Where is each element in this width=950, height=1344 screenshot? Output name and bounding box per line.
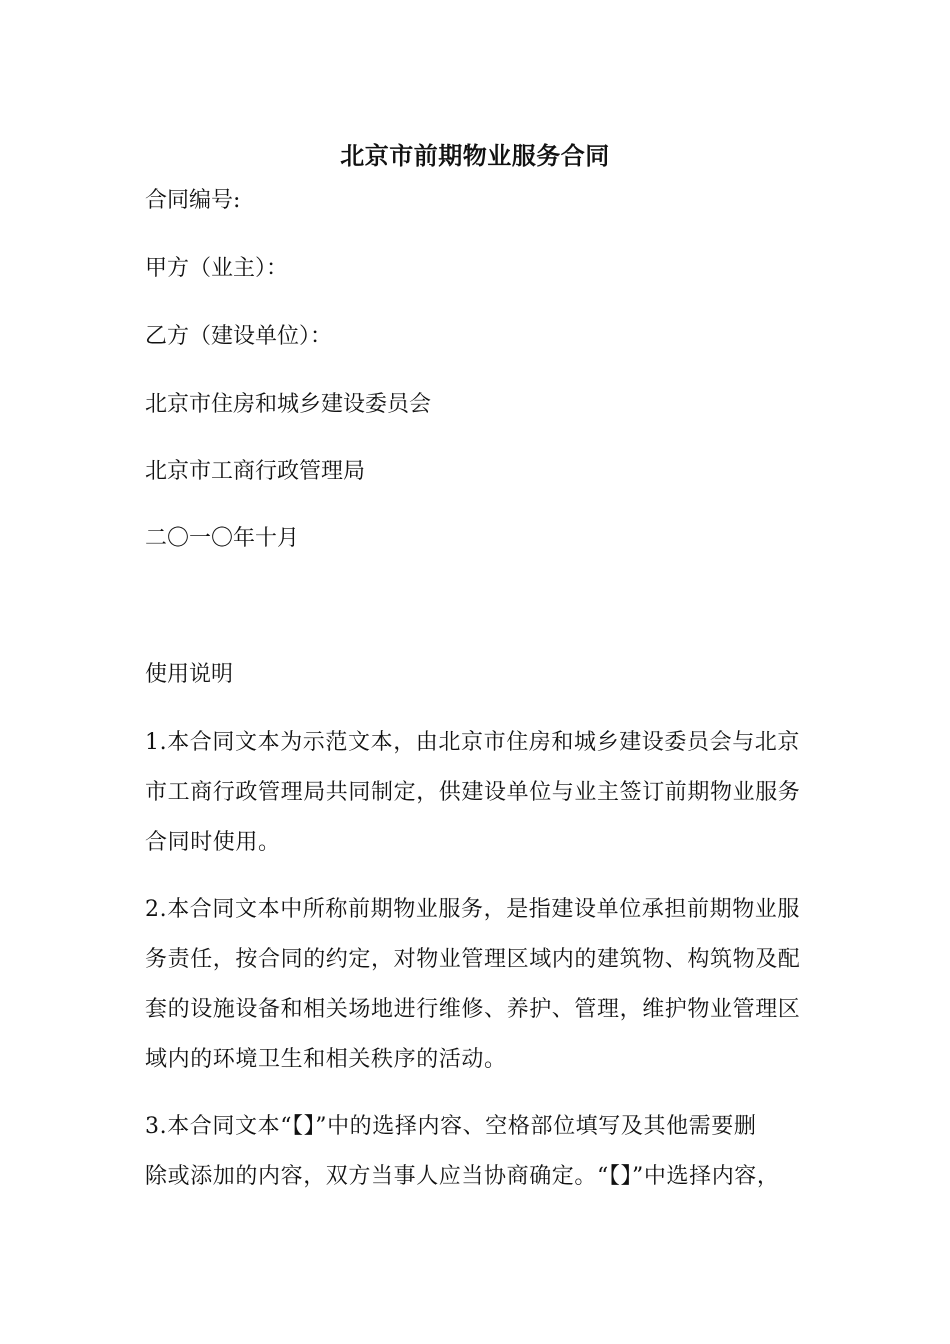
paragraph-line: 1.本合同文本为示范文本，由北京市住房和城乡建设委员会与北京 xyxy=(145,730,800,755)
document-title: 北京市前期物业服务合同 xyxy=(340,141,610,170)
paragraph-line: 3.本合同文本“【】”中的选择内容、空格部位填写及其他需要删 xyxy=(145,1114,757,1139)
paragraph-line: 务责任，按合同的约定，对物业管理区域内的建筑物、构筑物及配 xyxy=(145,947,801,972)
instruction-paragraph-2 xyxy=(145,885,805,1085)
instruction-paragraph-1 xyxy=(145,718,805,868)
instruction-paragraph-3 xyxy=(145,1102,805,1202)
instructions-heading: 使用说明 xyxy=(145,662,234,687)
issuer-housing-commission: 北京市住房和城乡建设委员会 xyxy=(145,392,432,417)
issue-date: 二〇一〇年十月 xyxy=(145,526,300,551)
paragraph-line: 域内的环境卫生和相关秩序的活动。 xyxy=(145,1047,507,1072)
party-b-label: 乙方（建设单位）： xyxy=(145,324,333,349)
paragraph-line: 套的设施设备和相关场地进行维修、养护、管理，维护物业管理区 xyxy=(145,997,801,1022)
contract-number-label: 合同编号: xyxy=(145,188,241,213)
issuer-commerce-bureau: 北京市工商行政管理局 xyxy=(145,459,366,484)
paragraph-line: 除或添加的内容，双方当事人应当协商确定。“【】”中选择内容， xyxy=(145,1164,780,1189)
paragraph-line: 2.本合同文本中所称前期物业服务，是指建设单位承担前期物业服 xyxy=(145,897,800,922)
party-a-label: 甲方（业主）： xyxy=(145,256,289,281)
paragraph-line: 市工商行政管理局共同制定，供建设单位与业主签订前期物业服务 xyxy=(145,780,801,805)
paragraph-line: 合同时使用。 xyxy=(145,830,281,855)
